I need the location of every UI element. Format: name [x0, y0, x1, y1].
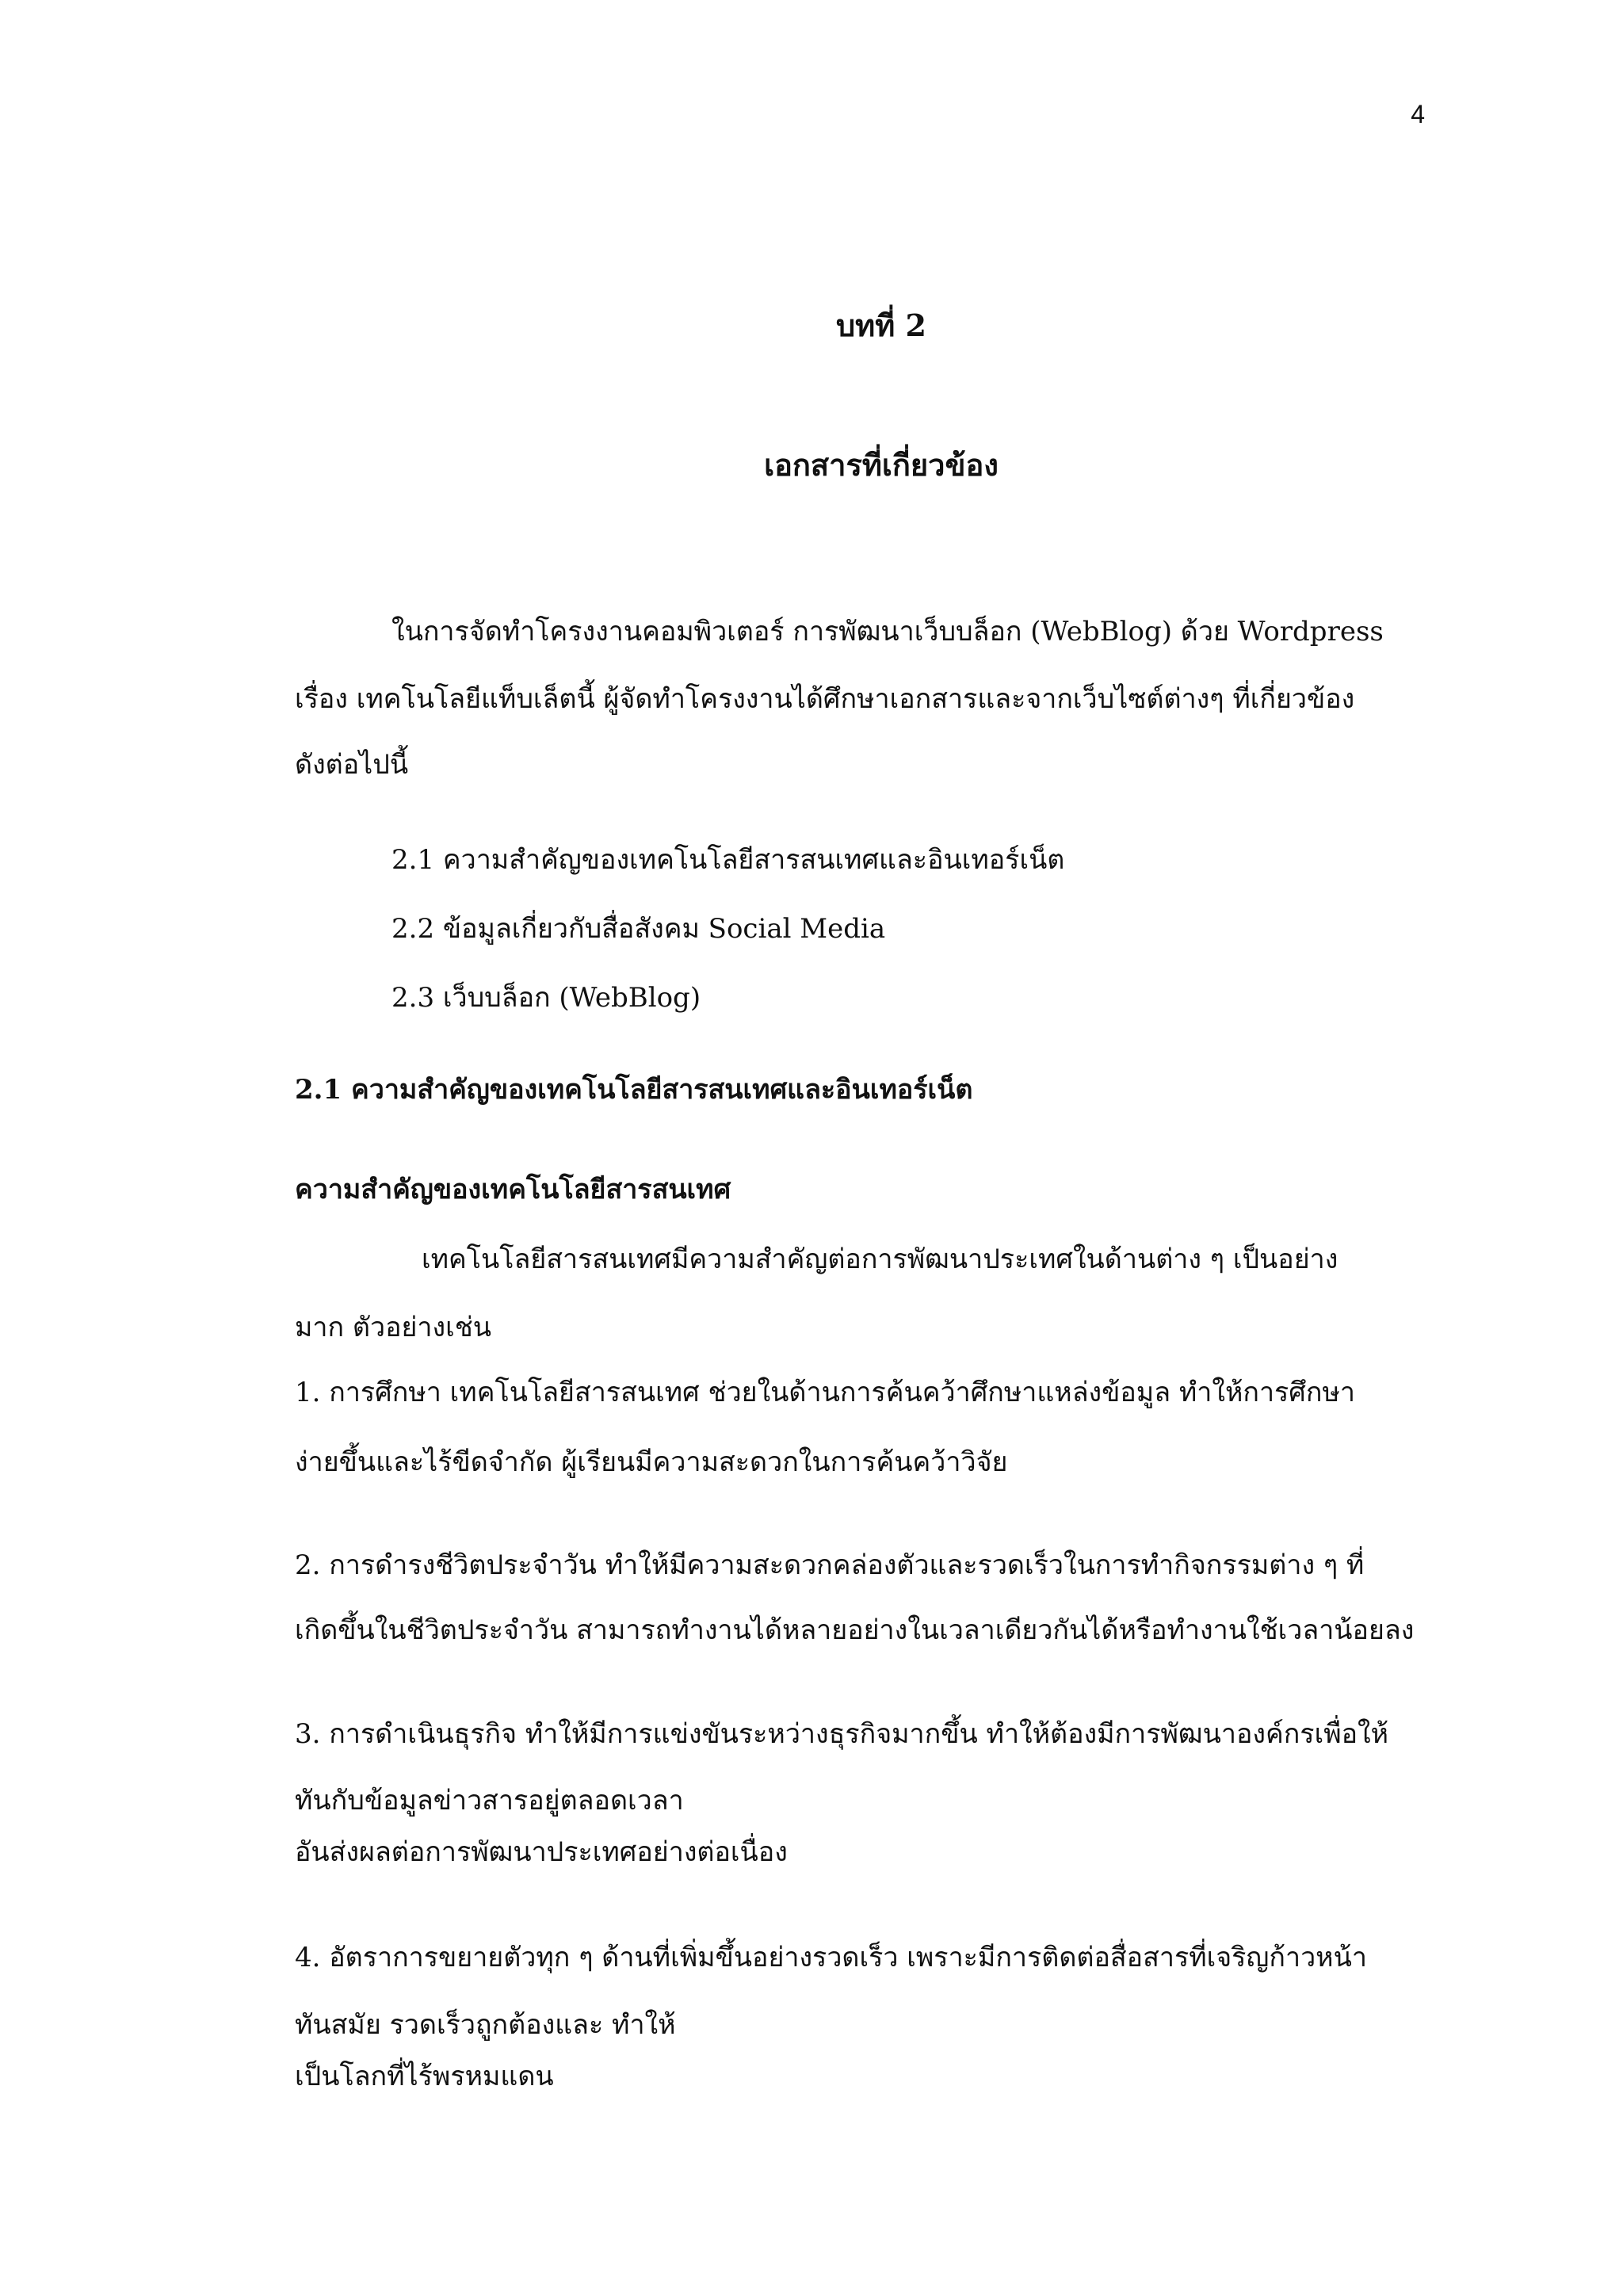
outline-item: 2.3 เว็บบล็อก (WebBlog) [391, 982, 701, 1014]
chapter-title: เอกสารที่เกี่ยวข้อง [764, 447, 999, 483]
list-item-line: 4. อัตราการขยายตัวทุก ๆ ด้านที่เพิ่มขึ้นอย่างรวดเร็ว เพราะมีการติดต่อสื่อสารที่เจริญก้าวหน้า [295, 1942, 1367, 1973]
list-item-line: 2. การดำรงชีวิตประจำวัน ทำให้มีความสะดวกคล่องตัวและรวดเร็วในการทำกิจกรรมต่าง ๆ ที่ [295, 1549, 1365, 1581]
paragraph-line: เทคโนโลยีสารสนเทศมีความสำคัญต่อการพัฒนาประเทศในด้านต่าง ๆ เป็นอย่าง [422, 1244, 1338, 1275]
list-item-line: 3. การดำเนินธุรกิจ ทำให้มีการแข่งขันระหว่างธุรกิจมากขึ้น ทำให้ต้องมีการพัฒนาองค์กรเพื่อให้ [295, 1718, 1389, 1750]
chapter-number: บทที่ 2 [836, 308, 926, 343]
outline-item: 2.1 ความสำคัญของเทคโนโลยีสารสนเทศและอินเทอร์เน็ต [391, 844, 1065, 876]
sub-heading: ความสำคัญของเทคโนโลยีสารสนเทศ [295, 1174, 731, 1205]
list-item-line: ง่ายขึ้นและไร้ขีดจำกัด ผู้เรียนมีความสะดวกในการค้นคว้าวิจัย [295, 1446, 1008, 1478]
page-number: 4 [1411, 100, 1425, 128]
list-item-line: ทันกับข้อมูลข่าวสารอยู่ตลอดเวลา [295, 1785, 684, 1817]
intro-line: ในการจัดทำโครงงานคอมพิวเตอร์ การพัฒนาเว็บบล็อก (WebBlog) ด้วย Wordpress [391, 616, 1384, 648]
list-item-line: เกิดขึ้นในชีวิตประจำวัน สามารถทำงานได้หลายอย่างในเวลาเดียวกันได้หรือทำงานใช้เวลาน้อยลง [295, 1614, 1415, 1646]
list-item-line: อันส่งผลต่อการพัฒนาประเทศอย่างต่อเนื่อง [295, 1836, 788, 1868]
list-item-line: เป็นโลกที่ไร้พรหมแดน [295, 2061, 554, 2092]
paragraph-line: มาก ตัวอย่างเช่น [295, 1312, 492, 1343]
outline-item: 2.2 ข้อมูลเกี่ยวกับสื่อสังคม Social Media [391, 913, 886, 945]
list-item-line: 1. การศึกษา เทคโนโลยีสารสนเทศ ช่วยในด้านการค้นคว้าศึกษาแหล่งข้อมูล ทำให้การศึกษา [295, 1377, 1355, 1408]
section-heading: 2.1 ความสำคัญของเทคโนโลยีสารสนเทศและอินเทอร์เน็ต [295, 1074, 973, 1106]
intro-line: เรื่อง เทคโนโลยีแท็บเล็ตนี้ ผู้จัดทำโครงงานได้ศึกษาเอกสารและจากเว็บไซต์ต่างๆ ที่เกี่ยวข้อง [295, 683, 1355, 715]
intro-line: ดังต่อไปนี้ [295, 749, 409, 781]
list-item-line: ทันสมัย รวดเร็วถูกต้องและ ทำให้ [295, 2009, 676, 2041]
